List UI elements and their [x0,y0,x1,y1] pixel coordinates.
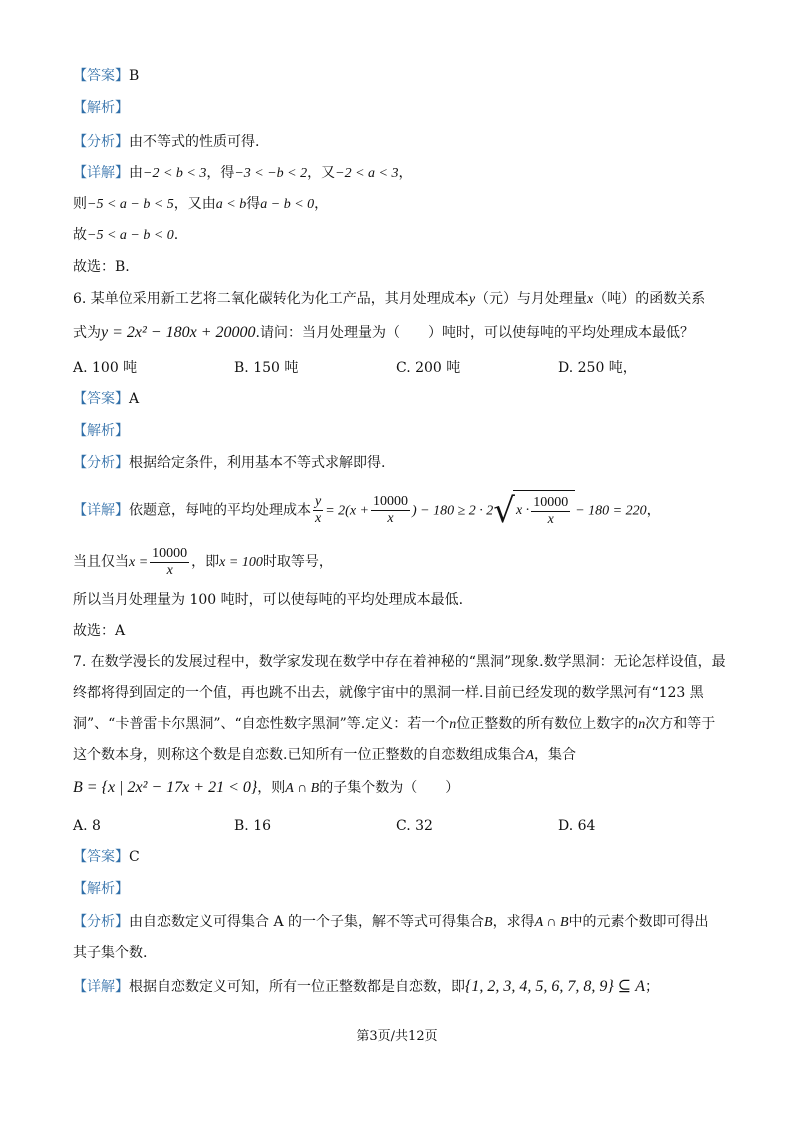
q6-fenxi [73,453,385,473]
q7-answer [73,847,140,867]
fenxi-text: 根据给定条件，利用基本不等式求解即得. [129,455,386,471]
fraction [531,495,570,528]
text: ， [646,502,661,519]
q6-option-a: A. 100 吨 [73,360,138,376]
math-set: B = {x | 2x² − 17x + 21 < 0} [73,779,258,796]
text: 次方和等于 [645,716,716,732]
math: −3 < −b < 2 [234,166,308,181]
text: 洞”、“卡普雷卡尔黑洞”、“自恋性数字黑洞”等.定义：若一个 [73,716,450,732]
q5-xiangjie-line1 [73,163,412,184]
q6-option-d: D. 250 吨， [558,360,637,376]
q7-stem-line2: 终都将得到固定的一个值，再也跳不出去，就像宇宙中的黑洞一样.目前已经发现的数学黑河有“123 黑 [73,685,704,701]
text: ， [314,196,329,212]
q5-answer [73,66,139,86]
text: 的子集个数为（ ） [319,780,460,796]
numerator: 10000 [373,494,408,509]
text: （吨）的函数关系 [593,291,706,307]
math: a < b [215,197,247,212]
math: n [449,717,457,732]
numerator: 10000 [533,494,569,510]
math: −5 < a − b < 0 [87,228,174,243]
text: ，又由 [173,196,216,212]
q6-stem-line2 [73,323,694,343]
text: 位正整数的所有数位上数字的 [456,716,639,732]
q5-fenxi [73,132,259,152]
q7-stem-line4 [73,745,576,766]
analysis-tag: 【解析】 [73,423,129,439]
answer-value: B [129,68,140,84]
math: y [468,292,476,307]
math: A ∩ B [285,781,320,796]
text: ，集合 [534,747,577,763]
math: A ∩ B [534,915,569,930]
math: = 2(x + [325,503,369,519]
math: −2 < b < 3 [143,166,207,181]
page-footer: 第3页/共12页 [356,1029,438,1044]
numerator: y [315,494,322,509]
text: 根据自恋数定义可知，所有一位正整数都是自恋数，即 [129,979,465,995]
xiangjie-tag: 【详解】 [73,979,129,995]
answer-tag: 【答案】 [73,68,129,84]
q7-analysis-tag [73,879,129,899]
math: − 180 = 220 [575,503,647,519]
radical-icon: √ [493,490,515,531]
math: x = [129,555,149,570]
xiangjie-tag: 【详解】 [73,502,129,519]
q5-analysis-tag [73,98,129,118]
math: n [638,717,646,732]
text: 这个数本身，则称这个数是自恋数.已知所有一位正整数的自恋数组成集合 [73,747,526,763]
math: B [484,915,493,930]
q7-xiangjie [73,977,659,997]
q6-option-b: B. 150 吨 [234,360,299,376]
math: x · [515,503,530,518]
q6-answer [73,389,139,409]
text: 由 [129,165,143,181]
q6-choice: 故选：A [73,623,126,639]
q6-conclusion: 所以当月处理量为 100 吨时，可以使每吨的平均处理成本最低. [73,592,464,608]
q6-xiangjie [73,490,661,532]
q7-option-b: B. 16 [234,818,272,834]
text: 由自恋数定义可得集合 A 的一个子集，解不等式可得集合 [129,914,485,930]
q6-analysis-tag [73,421,129,441]
math: ) − 180 ≥ 2 · 2 [412,503,494,519]
text: ，又 [307,165,336,181]
math: {1, 2, 3, 4, 5, 6, 7, 8, 9} ⊆ A [465,978,645,995]
q7-stem-line3 [73,714,715,735]
answer-value: C [129,849,140,865]
math: −2 < a < 3 [335,166,399,181]
q7-option-c: C. 32 [396,818,433,834]
xiangjie-tag: 【详解】 [73,165,129,181]
q5-xiangjie-line2 [73,194,328,215]
fraction [313,494,323,527]
answer-value: A [129,391,140,407]
text: ； [644,979,659,995]
answer-tag: 【答案】 [73,391,129,407]
analysis-tag: 【解析】 [73,881,129,897]
denominator: x [387,511,394,526]
text: 时取等号， [262,554,333,570]
sqrt [493,490,575,531]
q7-stem-line1: 7. 在数学漫长的发展过程中，数学家发现在数学中存在着神秘的“黑洞”现象.数学黑洞：无论怎样设值，最 [73,654,726,670]
q7-option-d: D. 64 [558,818,596,834]
text: 式为 [73,325,101,341]
denominator: x [547,511,554,527]
analysis-tag: 【解析】 [73,100,129,116]
fenxi-tag: 【分析】 [73,134,129,150]
q5-choice: 故选：B. [73,259,130,275]
math: x [587,292,594,307]
math: a − b < 0 [260,197,315,212]
q7-fenxi-line2: 其子集个数. [73,945,148,961]
text: ，得 [206,165,235,181]
math: −5 < a − b < 5 [87,197,174,212]
q6-equality [73,542,333,583]
text: ，则 [257,780,286,796]
q7-fenxi-line1 [73,912,709,933]
text: .请问：当月处理量为（ ）吨时，可以使每吨的平均处理成本最低？ [255,325,694,341]
q5-xiangjie-line3 [73,225,178,246]
answer-tag: 【答案】 [73,849,129,865]
text: ， [398,165,413,181]
math: A [525,748,535,763]
text: 则 [73,196,87,212]
denominator: x [166,562,173,578]
text: . [173,227,179,243]
numerator: 10000 [152,545,188,561]
text: 得 [246,196,261,212]
q6-option-c: C. 200 吨 [396,360,461,376]
text: 当且仅当 [73,554,129,570]
math: y = 2x² − 180x + 20000 [101,324,256,341]
denominator: x [315,511,322,526]
fenxi-text: 由不等式的性质可得. [129,134,260,150]
text: 6. 某单位采用新工艺将二氧化碳转化为化工产品，其月处理成本 [73,291,469,307]
text: （元）与月处理量 [475,291,588,307]
fenxi-tag: 【分析】 [73,455,129,471]
q7-option-a: A. 8 [73,818,101,834]
fraction [371,494,410,527]
text: ，即 [191,554,220,570]
text: 故 [73,227,87,243]
q7-stem-line5 [73,778,459,799]
text: ，求得 [492,914,535,930]
math: x = 100 [219,555,263,570]
fenxi-tag: 【分析】 [73,914,129,930]
text: 中的元素个数即可得出 [568,914,709,930]
q6-stem-line1 [73,289,705,310]
radicand [513,490,575,531]
fraction [150,546,189,579]
text: 依题意，每吨的平均处理成本 [129,502,311,519]
